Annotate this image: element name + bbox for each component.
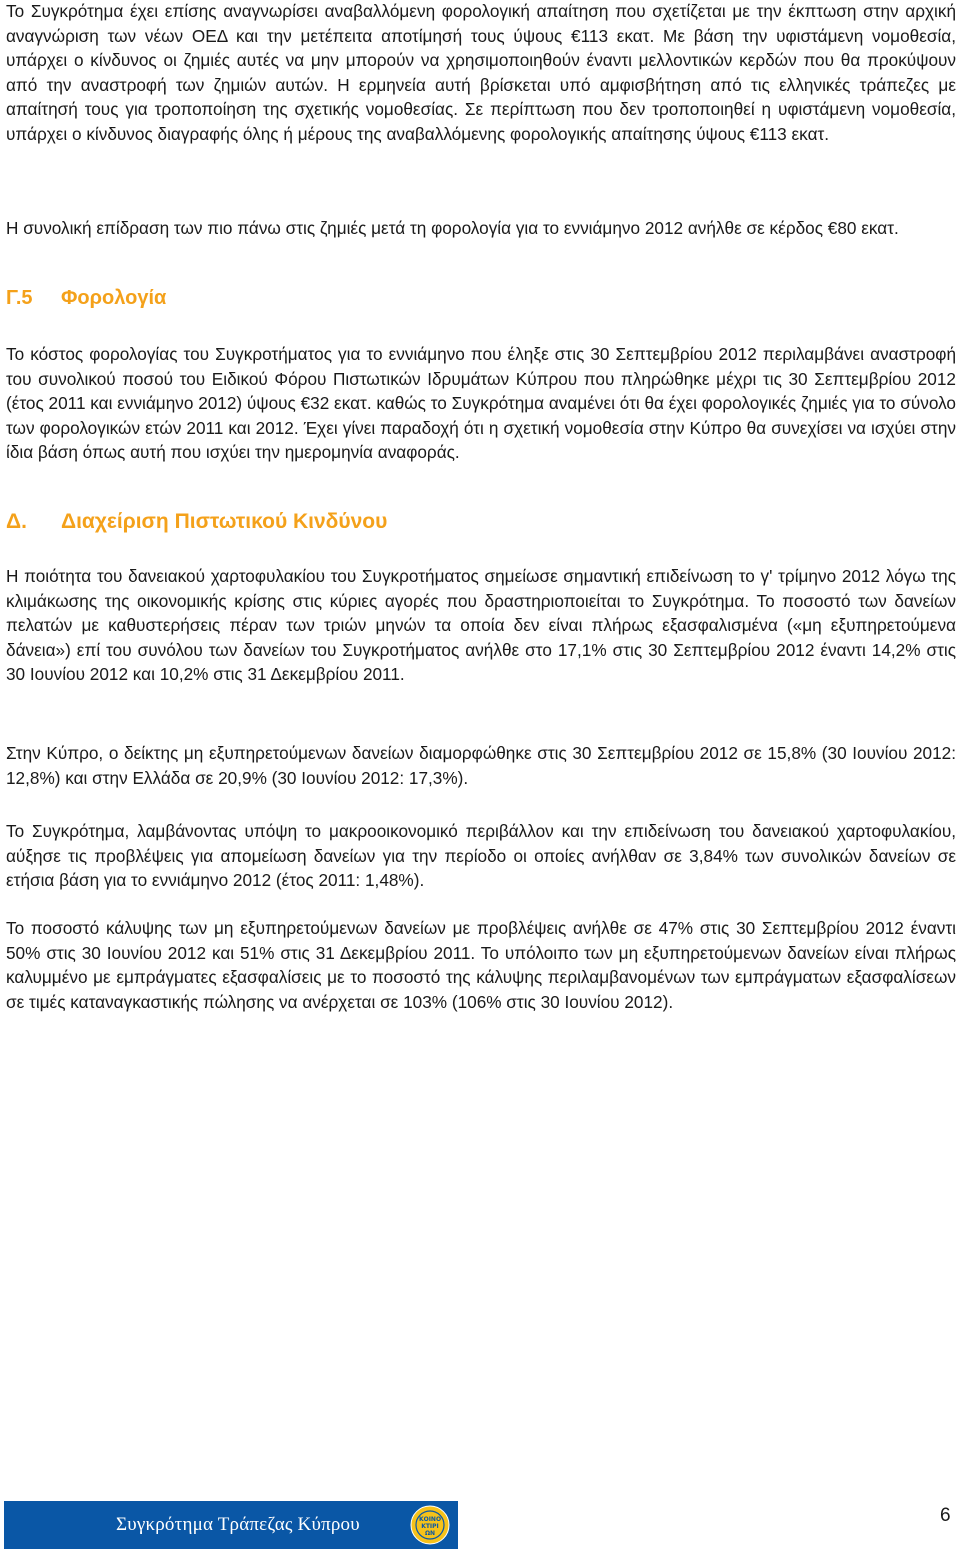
paragraph-npl-ratio: [6, 741, 956, 790]
section-number: Δ.: [6, 510, 27, 533]
footer-brand-bar: [4, 1501, 458, 1549]
paragraph-total-impact: [6, 216, 956, 241]
koino-ktiri-logo-icon: [410, 1505, 450, 1545]
svg-text:ΚΟΙΝΟ: ΚΟΙΝΟ: [418, 1516, 442, 1523]
paragraph-text: Το Συγκρότημα έχει επίσης αναγνωρίσει αναβαλλόμενη φορολογική απαίτηση που σχετίζεται με την έκπτωση στην αρχική αναγνώριση των νέων ΟΕΔ και την μετέπειτα αποτίμησή τους ύψους €113 εκατ. Με βάση την υφιστάμενη νομοθεσία, υπάρχει ο κίνδυνος οι ζημιές αυτές να μην μπορούν να χρησιμοποιηθούν έναντι μελλοντικών κερδών που θα προκύψουν από την αναστροφή των ζημιών αυτών. Η ερμηνεία αυτή βρίσκεται υπό αμφισβήτηση από τις ελληνικές τράπεζες με απαίτησή τους για τροποποίηση της σχετικής νομοθεσίας. Σε περίπτωση που δεν τροποποιηθεί η υφιστάμενη νομοθεσία, υπάρχει ο κίνδυνος διαγραφής όλης ή μέρους της αναβαλλόμενης φορολογικής απαίτησης ύψους €113 εκατ.: [6, 1, 956, 144]
section-number: Γ.5: [6, 287, 33, 309]
paragraph-coverage-ratio: [6, 916, 956, 1014]
section-heading-credit-risk: [6, 510, 956, 534]
paragraph-provisions: [6, 819, 956, 893]
footer-brand-name: Συγκρότημα Τράπεζας Κύπρου: [116, 1514, 360, 1535]
page-number: 6: [940, 1505, 951, 1526]
svg-text:ΚΤΙΡΙ: ΚΤΙΡΙ: [421, 1523, 439, 1530]
paragraph-deferred-tax-asset: [6, 0, 956, 147]
paragraph-text: Το κόστος φορολογίας του Συγκροτήματος για το εννιάμηνο που έληξε στις 30 Σεπτεμβρίου 2012 περιλαμβάνει αναστροφή του συνολικού ποσού του Ειδικού Φόρου Πιστωτικών Ιδρυμάτων Κύπρου που πληρώθηκε μέχρι τις 30 Σεπτεμβρίου 2012 (έτος 2011 και εννιάμηνο 2012) ύψους €32 εκατ. καθώς το Συγκρότημα αναμένει ότι θα έχει φορολογικές ζημιές για το σύνολο των φορολογικών ετών 2011 και 2012. Έχει γίνει παραδοχή ότι η σχετική νομοθεσία στην Κύπρο θα συνεχίσει να ισχύει στην ίδια βάση όπως αυτή που ισχύει την ημερομηνία αναφοράς.: [6, 344, 956, 463]
paragraph-loan-quality: [6, 564, 956, 687]
paragraph-text: Στην Κύπρο, ο δείκτης μη εξυπηρετούμενων δανείων διαμορφώθηκε στις 30 Σεπτεμβρίου 2012 σε 15,8% (30 Ιουνίου 2012: 12,8%) και στην Ελλάδα σε 20,9% (30 Ιουνίου 2012: 17,3%).: [6, 743, 956, 788]
paragraph-text: Το ποσοστό κάλυψης των μη εξυπηρετούμενων δανείων με προβλέψεις ανήλθε σε 47% στις 30 Σεπτεμβρίου 2012 έναντι 50% στις 30 Ιουνίου 2012 και 51% στις 31 Δεκεμβρίου 2011. Το υπόλοιπο των μη εξυπηρετούμενων δανείων είναι πλήρως καλυμμένο με εμπράγματες εξασφαλίσεις με το ποσοστό της κάλυψης περιλαμβανομένων των εμπράγματων εξασφαλίσεων σε τιμές καταναγκαστικής πώλησης να ανέρχεται σε 103% (106% στις 30 Ιουνίου 2012).: [6, 918, 956, 1012]
section-title: Φορολογία: [61, 287, 167, 309]
paragraph-text: Η συνολική επίδραση των πιο πάνω στις ζημιές μετά τη φορολογία για το εννιάμηνο 2012 ανήλθε σε κέρδος €80 εκατ.: [6, 218, 899, 238]
section-title: Διαχείριση Πιστωτικού Κινδύνου: [61, 510, 388, 533]
paragraph-tax-cost: [6, 342, 956, 465]
section-heading-taxation: [6, 287, 956, 310]
paragraph-text: Η ποιότητα του δανειακού χαρτοφυλακίου του Συγκροτήματος σημείωσε σημαντική επιδείνωση το γ' τρίμηνο 2012 λόγω της κλιμάκωσης της οικονομικής κρίσης στις κύριες αγορές που δραστηριοποιείται το Συγκρότημα. Το ποσοστό των δανείων πελατών με καθυστερήσεις πέραν των τριών μηνών τα οποία δεν είναι πλήρως εξασφαλισμένα («μη εξυπηρετούμενα δάνεια») επί του συνόλου των δανείων του Συγκροτήματος ανήλθε στο 17,1% στις 30 Σεπτεμβρίου 2012 έναντι 14,2% στις 30 Ιουνίου 2012 και 10,2% στις 31 Δεκεμβρίου 2011.: [6, 566, 956, 685]
svg-text:ΩΝ: ΩΝ: [424, 1530, 436, 1537]
paragraph-text: Το Συγκρότημα, λαμβάνοντας υπόψη το μακροοικονομικό περιβάλλον και την επιδείνωση του δανειακού χαρτοφυλακίου, αύξησε τις προβλέψεις για απομείωση δανείων για την περίοδο οι οποίες ανήλθαν σε 3,84% των συνολικών δανείων σε ετήσια βάση για το εννιάμηνο 2012 (έτος 2011: 1,48%).: [6, 821, 956, 891]
